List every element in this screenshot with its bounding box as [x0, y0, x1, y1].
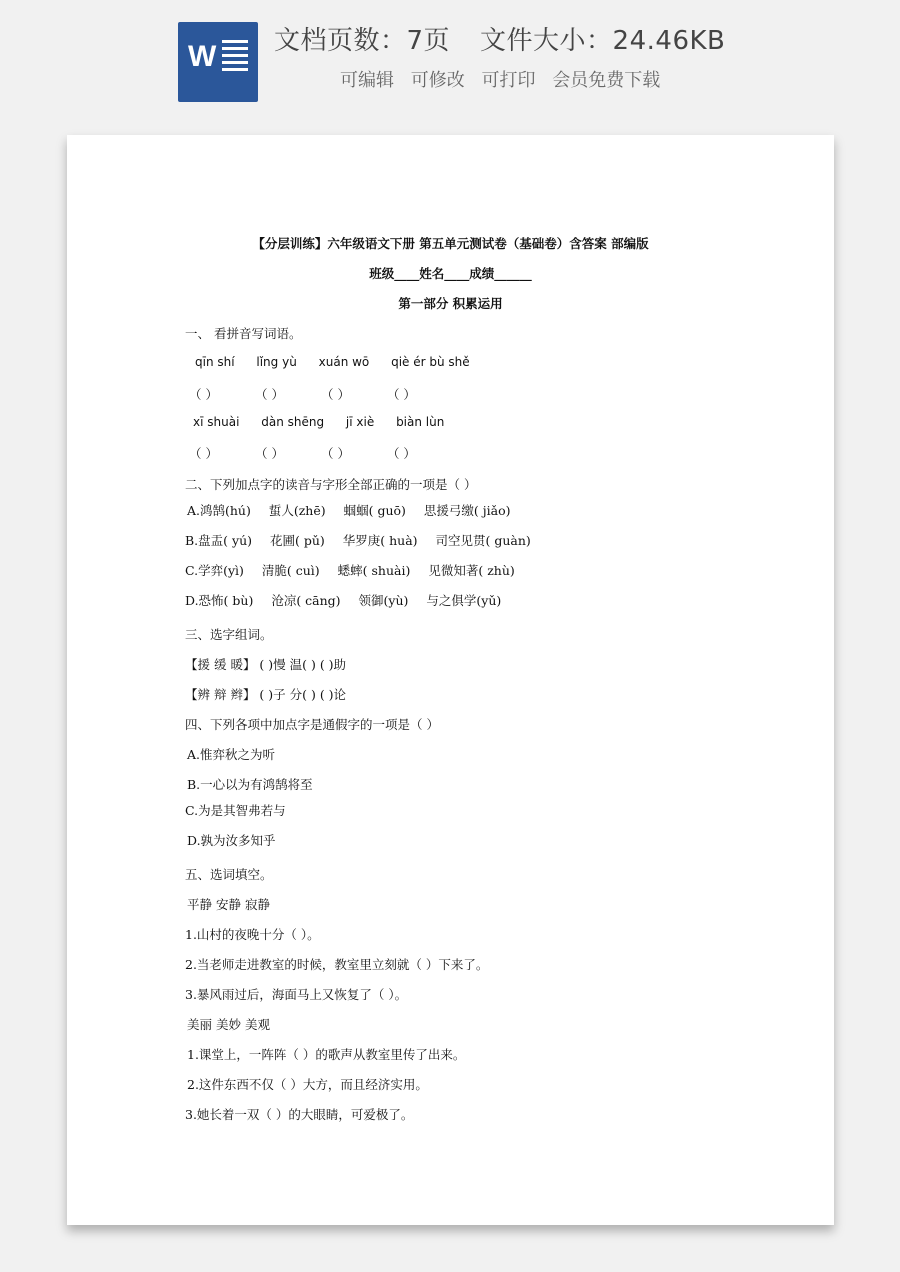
q5-sentence: 3.暴风雨过后，海面马上又恢复了（ ）。 — [185, 987, 408, 1002]
q1-blanks-row2 — [189, 444, 449, 462]
q1-heading: 一、 看拼音写词语。 — [185, 326, 302, 341]
q3-row2: 【辨 辩 辫】 ( )子 分( ) ( )论 — [185, 687, 347, 702]
answer-blank: （ ） — [254, 387, 284, 402]
q1-blanks-row1 — [189, 385, 449, 403]
pinyin: jī xiè — [345, 415, 375, 429]
q4-heading: 四、下列各项中加点字是通假字的一项是（ ） — [185, 717, 439, 732]
q2-option-d — [185, 591, 515, 609]
q2-heading: 二、下列加点字的读音与字形全部正确的一项是（ ） — [185, 477, 477, 492]
option-item: 司空见贯( guàn) — [435, 533, 531, 548]
feature-editable: 可编辑 — [340, 70, 394, 91]
option-item: 蝈蝈( guō) — [343, 503, 406, 518]
answer-blank: （ ） — [386, 387, 416, 402]
option-item: D.恐怖( bù) — [185, 593, 254, 608]
pinyin: lǐng yù — [256, 355, 297, 369]
pinyin: xī shuài — [193, 415, 240, 429]
q1-pinyin-row1 — [195, 355, 488, 369]
pinyin: dàn shēng — [261, 415, 325, 429]
answer-blank: （ ） — [189, 387, 218, 402]
q5-word-choices-1: 平静 安静 寂静 — [187, 897, 270, 912]
option-item: 蟋蟀( shuài) — [337, 563, 411, 578]
feature-modifiable: 可修改 — [410, 70, 465, 91]
option-item: C.学弈(yì) — [185, 563, 244, 578]
option-item: 思援弓缴( jiǎo) — [423, 503, 511, 518]
q5-sentence: 1.课堂上，一阵阵（ ）的歌声从教室里传了出来。 — [187, 1047, 466, 1062]
q4-option-b: B.一心以为有鸿鹄将至 — [187, 777, 313, 792]
document-stats — [274, 20, 725, 57]
option-item: 与之俱学(yǔ) — [426, 593, 502, 608]
feature-free-download: 会员免费下载 — [552, 70, 661, 91]
q3-heading: 三、选字组词。 — [185, 627, 273, 642]
pinyin: xuán wō — [318, 355, 370, 369]
option-item: B.盘盂( yú) — [185, 533, 252, 548]
feature-printable: 可打印 — [481, 70, 536, 91]
option-item: 花圃( pǔ) — [269, 533, 325, 548]
q2-option-c — [185, 561, 529, 579]
file-size: 文件大小：24.46KB — [480, 26, 726, 56]
document-page — [67, 135, 834, 1225]
answer-blank: （ ） — [320, 387, 350, 402]
q2-option-a — [187, 501, 525, 519]
part-heading: 第一部分 积累运用 — [398, 296, 503, 311]
header-banner — [0, 0, 900, 120]
q5-sentence: 2.这件东西不仅（ ）大方，而且经济实用。 — [187, 1077, 428, 1092]
option-item: 见微知著( zhù) — [428, 563, 515, 578]
option-item: 沧凉( cāng) — [271, 593, 341, 608]
answer-blank: （ ） — [189, 446, 218, 461]
q5-heading: 五、选词填空。 — [185, 867, 273, 882]
q3-row1: 【援 缓 暖】 ( )慢 温( ) ( )助 — [185, 657, 347, 672]
feature-list — [340, 66, 671, 92]
q2-option-b — [185, 531, 545, 549]
q4-option-c: C.为是其智弗若与 — [185, 803, 286, 818]
option-item: A.鸿鹄(hú) — [187, 503, 251, 518]
option-item: 蜇人(zhē) — [268, 503, 326, 518]
q5-sentence: 2.当老师走进教室的时候，教室里立刻就（ ）下来了。 — [185, 957, 489, 972]
q4-option-d: D.孰为汝多知乎 — [187, 833, 276, 848]
word-document-icon: W — [178, 22, 258, 102]
answer-blank: （ ） — [320, 446, 350, 461]
q1-pinyin-row2 — [193, 415, 462, 429]
q5-sentence: 3.她长着一双（ ）的大眼睛，可爱极了。 — [185, 1107, 414, 1122]
answer-blank: （ ） — [254, 446, 284, 461]
option-item: 华罗庚( huà) — [342, 533, 418, 548]
pinyin: qīn shí — [195, 355, 235, 369]
answer-blank: （ ） — [386, 446, 416, 461]
document-title: 【分层训练】六年级语文下册 第五单元测试卷（基础卷）含答案 部编版 — [252, 236, 649, 251]
q4-option-a: A.惟弈秋之为听 — [187, 747, 276, 762]
pinyin: biàn lùn — [396, 415, 445, 429]
option-item: 清脆( cuì) — [261, 563, 320, 578]
pinyin: qiè ér bù shě — [391, 355, 470, 369]
info-line: 班级____姓名____成绩______ — [369, 266, 532, 281]
page-count: 文档页数：7页 — [274, 26, 451, 56]
q5-word-choices-2: 美丽 美妙 美观 — [187, 1017, 270, 1032]
q5-sentence: 1.山村的夜晚十分（ ）。 — [185, 927, 320, 942]
option-item: 领御(yù) — [358, 593, 409, 608]
